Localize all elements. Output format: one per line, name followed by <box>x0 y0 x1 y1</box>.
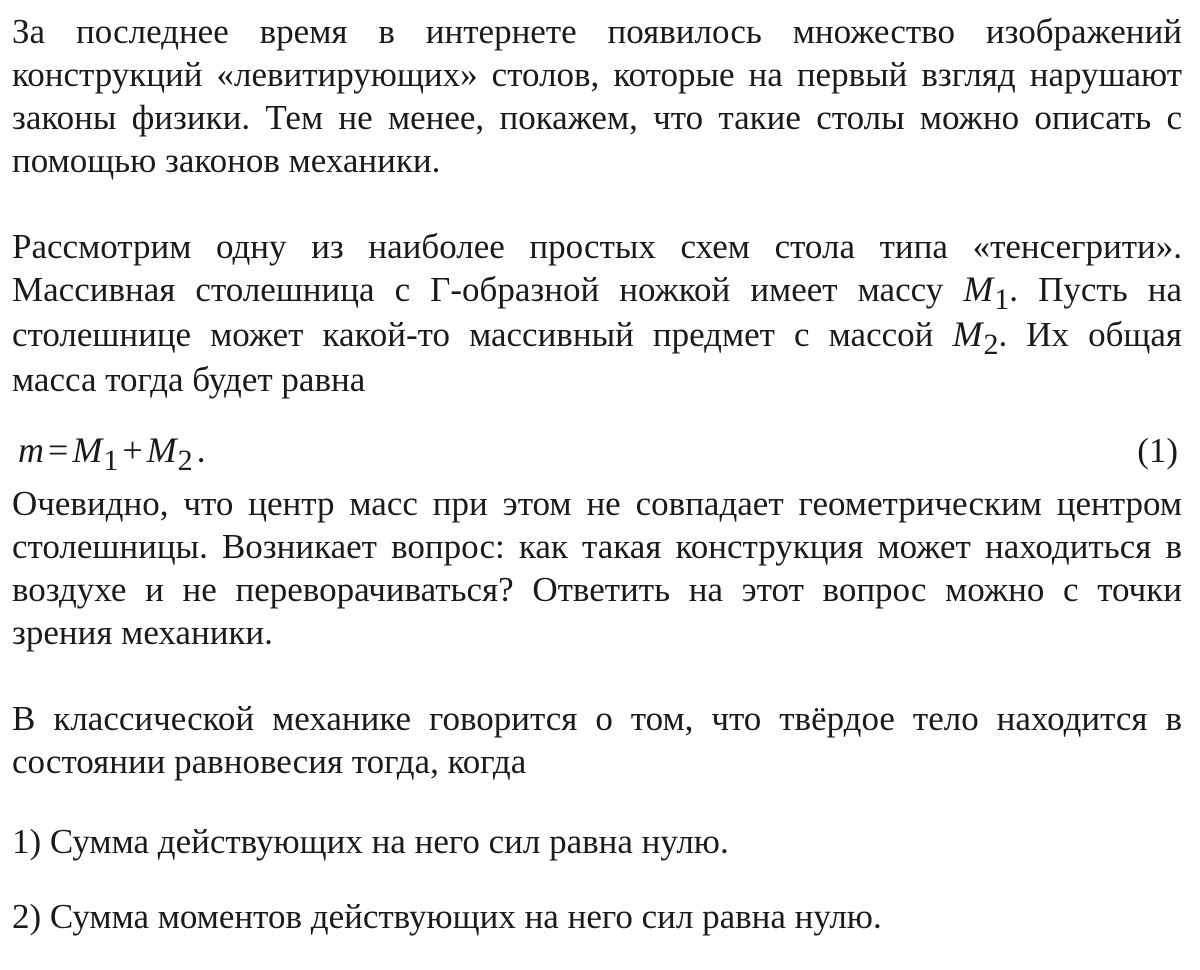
equation-total-mass <box>12 429 1182 477</box>
math-subscript: 2 <box>177 444 193 477</box>
paragraph-text-part: . Пусть на столешнице может какой-то массивный предмет с массой <box>12 270 1182 354</box>
math-M2 <box>952 314 999 361</box>
math-subscript: 1 <box>994 283 1010 316</box>
math-M1 <box>963 269 1010 316</box>
math-subscript: 1 <box>103 444 119 477</box>
document-page <box>12 10 1182 970</box>
math-symbol: M <box>146 430 177 470</box>
math-symbol: m <box>18 430 44 470</box>
math-operator: . <box>196 430 206 470</box>
paragraph-tensegrity-scheme <box>12 225 1182 401</box>
paragraph-text-part: Рассмотрим одну из наиболее простых схем стола типа «тенсегрити». Массивная столешница с Г-образной ножкой имеет массу <box>12 227 1182 309</box>
paragraph-equilibrium: В классической механике говорится о том, что твёрдое тело находится в состоянии равновесия тогда, когда <box>12 699 1182 781</box>
math-symbol: M <box>72 430 103 470</box>
paragraph-intro: За последнее время в интернете появилось множество изображений конструкций «левитирующих» столов, которые на первый взгляд нарушают законы физики. Тем не менее, покажем, что такие столы можно описать с помощью законов механики. <box>12 12 1182 180</box>
equation-body <box>18 429 210 477</box>
math-symbol: M <box>963 269 994 309</box>
equation-number: (1) <box>1137 431 1178 470</box>
math-operator: = <box>48 430 69 470</box>
math-operator: + <box>122 430 143 470</box>
condition-item-1: 1) Сумма действующих на него сил равна нулю. <box>12 822 729 861</box>
condition-item-2: 2) Сумма моментов действующих на него сил равна нулю. <box>12 897 882 936</box>
math-symbol: M <box>952 314 983 354</box>
paragraph-text-part: . Их общая масса тогда будет равна <box>12 315 1183 399</box>
paragraph-center-of-mass: Очевидно, что центр масс при этом не совпадает геометрическим центром столешницы. Возникает вопрос: как такая конструкция может находиться в воздухе и не переворачиваться? Ответить на этот вопрос можно с точки зрения механики. <box>12 484 1182 652</box>
math-subscript: 2 <box>983 328 999 361</box>
